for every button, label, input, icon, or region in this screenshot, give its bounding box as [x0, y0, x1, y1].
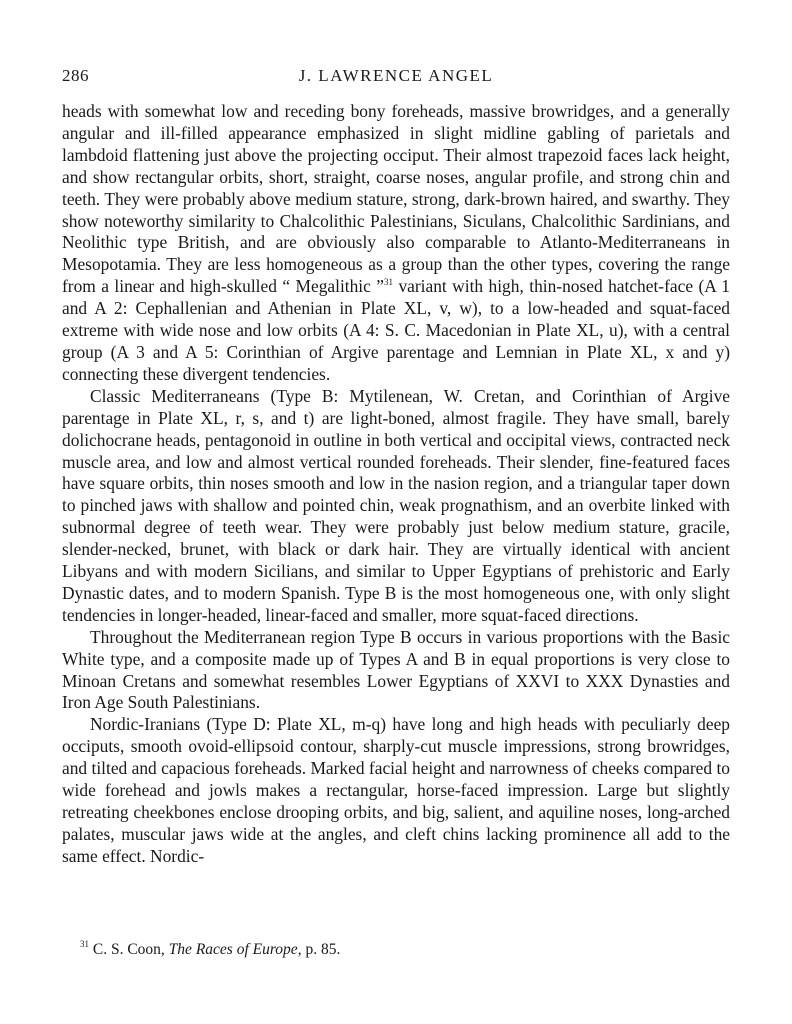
paragraph [62, 714, 730, 867]
paragraph-text: Throughout the Mediterranean region Type B occurs in various proportions with the Basic White type, and a composite made up of Types A and B in equal proportions is very close to Minoan Cretans and somewhat resembles Lower Egyptians of XXVI to XXX Dynasties and Iron Age South Palestinians. [62, 626, 730, 713]
page-number: 286 [62, 66, 89, 85]
paragraph-text: Classic Mediterraneans (Type B: Mytilenean, W. Cretan, and Corinthian of Argive parentage in Plate XL, r, s, and t) are light-boned, almost fragile. They have small, barely dolichocrane heads, pentagonoid in outline in both vertical and occipital views, contracted neck muscle area, and low and almost vertical rounded foreheads. Their slender, fine-featured faces have square orbits, thin noses smooth and low in the nasion region, and a triangular taper down to pinched jaws with shallow and pointed chin, weak prognathism, and an overbite linked with subnormal degree of teeth wear. They were probably just below medium stature, gracile, slender-necked, brunet, with black or dark hair. They are virtually identical with ancient Libyans and with modern Sicilians, and similar to Upper Egyptians of prehistoric and Early Dynastic dates, and to modern Spanish. Type B is the most homogeneous one, with only slight tendencies in longer-headed, linear-faced and smaller, more squat-faced directions. [62, 385, 730, 625]
footnote-author: C. S. Coon, [89, 941, 169, 958]
paragraph [62, 386, 730, 627]
paragraph [62, 627, 730, 715]
paragraph [62, 101, 730, 386]
paragraph-text: Nordic-Iranians (Type D: Plate XL, m-q) have long and high heads with peculiarly deep occiputs, smooth ovoid-ellipsoid contour, sharply-cut muscle impressions, strong browridges, and tilted and capacious foreheads. Marked facial height and narrowness of cheeks compared to wide forehead and jowls makes a rectangular, horse-faced impression. Large but slightly retreating cheekbones enclose drooping orbits, and big, salient, and aquiline noses, long-arched palates, muscular jaws wide at the angles, and cleft chins lacking prominence all add to the same effect. Nordic- [62, 714, 730, 866]
footnote [80, 941, 340, 959]
footnote-ref: 31 [384, 277, 394, 288]
page [62, 62, 730, 868]
footnote-book-title: The Races of Europe [168, 941, 298, 958]
body-text [62, 101, 730, 868]
running-head [62, 62, 730, 88]
running-title: J. LAWRENCE ANGEL [298, 66, 494, 85]
paragraph-text: heads with somewhat low and receding bony foreheads, massive browridges, and a generally angular and ill-filled appearance emphasized in slight midline gabling of parietals and lambdoid flattening just above the projecting occiput. Their almost trapezoid faces lack height, and show rectangular orbits, short, straight, coarse noses, angular profile, and strong chin and teeth. They were probably above medium stature, strong, dark-brown haired, and swarthy. They show noteworthy similarity to Chalcolithic Palestinians, Siculans, Chalcolithic Sardinians, and Neolithic type British, and are obviously also comparable to Atlanto-Mediterraneans in Mesopotamia. They are less homogeneous as a group than the other types, covering the range from a linear and high-skulled “ Megalithic ” [62, 101, 730, 297]
footnote-pages: , p. 85. [297, 941, 341, 958]
paragraph-text: variant with high, thin-nosed hatchet-face (A 1 and A 2: Cephallenian and Athenian in Plate XL, v, w), to a low-headed and squat-faced extreme with wide nose and low orbits (A 4: S. C. Macedonian in Plate XL, u), with a central group (A 3 and A 5: Corinthian of Argive parentage and Lemnian in Plate XL, x and y) connecting these divergent tendencies. [62, 276, 731, 384]
footnote-marker: 31 [80, 939, 89, 949]
